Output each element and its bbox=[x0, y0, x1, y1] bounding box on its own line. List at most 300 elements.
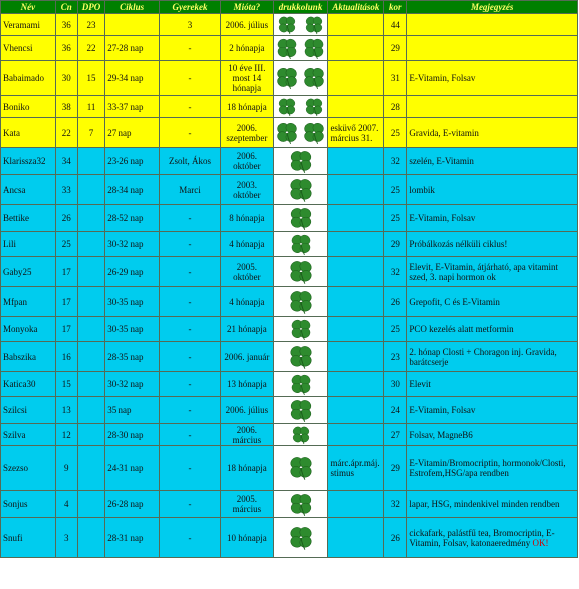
since-text: 2006. március bbox=[232, 424, 262, 445]
column-header: Megjegyzés bbox=[407, 1, 578, 14]
children bbox=[159, 446, 220, 491]
member-name-text: Szilcsi bbox=[3, 405, 27, 415]
member-name bbox=[1, 96, 56, 118]
clover-cell bbox=[273, 61, 328, 96]
age-text: 23 bbox=[390, 351, 400, 362]
four-leaf-clover-icon bbox=[281, 525, 321, 551]
children bbox=[159, 424, 220, 446]
notes-text: Elevit bbox=[409, 379, 431, 389]
age bbox=[384, 372, 407, 397]
children bbox=[159, 317, 220, 342]
dpo-value bbox=[77, 61, 104, 96]
cycle-number-text: 36 bbox=[61, 19, 71, 30]
age bbox=[384, 287, 407, 317]
children-text: - bbox=[188, 351, 192, 362]
cycle-length bbox=[105, 397, 160, 424]
member-name bbox=[1, 287, 56, 317]
column-header: Ciklus bbox=[105, 1, 160, 14]
notes bbox=[407, 96, 578, 118]
since bbox=[221, 118, 274, 148]
age bbox=[384, 14, 407, 36]
clover-cell bbox=[273, 372, 328, 397]
children-text: - bbox=[188, 463, 192, 473]
cycle-number-text: 13 bbox=[61, 405, 71, 415]
age-text: 27 bbox=[390, 429, 400, 440]
table-row bbox=[1, 118, 578, 148]
current-events-text: esküvő 2007. március 31. bbox=[330, 122, 379, 143]
current-events bbox=[328, 14, 384, 36]
notes bbox=[407, 518, 578, 558]
cycle-length bbox=[105, 342, 160, 372]
dpo-value bbox=[77, 257, 104, 287]
age bbox=[384, 96, 407, 118]
dpo-value bbox=[77, 205, 104, 232]
children bbox=[159, 287, 220, 317]
since bbox=[221, 175, 274, 205]
children-text: - bbox=[188, 43, 192, 53]
column-header: Aktualitások bbox=[328, 1, 384, 14]
children bbox=[159, 61, 220, 96]
dpo-value bbox=[77, 317, 104, 342]
since bbox=[221, 96, 274, 118]
since bbox=[221, 232, 274, 257]
age-text: 30 bbox=[390, 379, 400, 389]
notes-text: cickafark, palástfű tea, Bromocriptin, E-Vitamin, Folsav, katonaeredmény bbox=[409, 527, 555, 548]
cycle-length bbox=[105, 175, 160, 205]
dpo-value bbox=[77, 287, 104, 317]
since bbox=[221, 148, 274, 175]
four-leaf-clover-icon bbox=[281, 206, 321, 231]
cycle-number bbox=[55, 342, 77, 372]
children-text: - bbox=[188, 405, 192, 415]
children-text: - bbox=[188, 213, 192, 223]
since-text: 18 hónapja bbox=[226, 463, 267, 473]
cycle-length bbox=[105, 148, 160, 175]
since-text: 2003. október bbox=[233, 179, 261, 200]
cycle-number bbox=[55, 14, 77, 36]
current-events bbox=[328, 317, 384, 342]
cycle-number-text: 9 bbox=[64, 463, 69, 473]
age bbox=[384, 257, 407, 287]
age bbox=[384, 491, 407, 518]
member-name bbox=[1, 372, 56, 397]
four-leaf-clover-icon bbox=[302, 65, 326, 91]
since-text: 2005. október bbox=[233, 261, 261, 282]
dpo-value bbox=[77, 518, 104, 558]
children-text: - bbox=[188, 429, 192, 440]
notes bbox=[407, 491, 578, 518]
age-text: 44 bbox=[390, 19, 400, 30]
cycle-number bbox=[55, 61, 77, 96]
cycle-number bbox=[55, 148, 77, 175]
cycle-number bbox=[55, 175, 77, 205]
table-row bbox=[1, 232, 578, 257]
cycle-number-text: 22 bbox=[61, 127, 71, 138]
four-leaf-clover-icon bbox=[275, 15, 299, 35]
age bbox=[384, 317, 407, 342]
since-text: 4 hónapja bbox=[229, 239, 265, 249]
cycle-number bbox=[55, 317, 77, 342]
since bbox=[221, 372, 274, 397]
clover-cell bbox=[273, 96, 328, 118]
age-text: 32 bbox=[390, 156, 400, 166]
notes bbox=[407, 342, 578, 372]
cycle-number bbox=[55, 257, 77, 287]
cycle-number bbox=[55, 205, 77, 232]
member-name bbox=[1, 424, 56, 446]
current-events bbox=[328, 424, 384, 446]
cycle-length bbox=[105, 287, 160, 317]
member-name-text: Boniko bbox=[3, 101, 30, 112]
clover-cell bbox=[273, 491, 328, 518]
age-text: 26 bbox=[390, 296, 400, 307]
age bbox=[384, 175, 407, 205]
table-row bbox=[1, 518, 578, 558]
cycle-number-text: 15 bbox=[61, 379, 71, 389]
table-row bbox=[1, 175, 578, 205]
notes bbox=[407, 118, 578, 148]
current-events bbox=[328, 397, 384, 424]
table-row bbox=[1, 446, 578, 491]
cycle-length-text: 26-29 nap bbox=[107, 266, 144, 277]
cycle-number-text: 38 bbox=[61, 101, 71, 112]
table-row bbox=[1, 424, 578, 446]
member-name bbox=[1, 232, 56, 257]
clover-cell bbox=[273, 446, 328, 491]
table-row bbox=[1, 287, 578, 317]
notes-text: Gravida, E-vitamin bbox=[409, 127, 479, 138]
notes-text: E-Vitamin, Folsav bbox=[409, 73, 476, 83]
notes-text: lapar, HSG, mindenkivel minden rendben bbox=[409, 499, 560, 509]
member-name-text: Mfpan bbox=[3, 296, 27, 307]
dpo-value bbox=[77, 342, 104, 372]
current-events bbox=[328, 232, 384, 257]
current-events bbox=[328, 491, 384, 518]
age-text: 25 bbox=[390, 184, 400, 195]
table-row bbox=[1, 491, 578, 518]
four-leaf-clover-icon bbox=[275, 37, 299, 60]
member-name-text: Bettike bbox=[3, 213, 29, 223]
age-text: 31 bbox=[390, 73, 400, 83]
current-events bbox=[328, 446, 384, 491]
cycle-number bbox=[55, 96, 77, 118]
table-row bbox=[1, 317, 578, 342]
dpo-value-text: 23 bbox=[86, 19, 96, 30]
cycle-length-text: 28-31 nap bbox=[107, 532, 144, 543]
age-text: 25 bbox=[390, 324, 400, 334]
four-leaf-clover-icon bbox=[281, 425, 321, 445]
table-row bbox=[1, 342, 578, 372]
notes-text: E-Vitamin, Folsav bbox=[409, 405, 476, 415]
notes-text: 2. hónap Closti + Choragon inj. Gravida, barátcserje bbox=[409, 346, 557, 367]
notes-text: Grepofit, C és E-Vitamin bbox=[409, 296, 500, 307]
cycle-length bbox=[105, 257, 160, 287]
current-events bbox=[328, 36, 384, 61]
member-name-text: Klarissza32 bbox=[3, 156, 46, 166]
children bbox=[159, 342, 220, 372]
four-leaf-clover-icon bbox=[281, 492, 321, 517]
dpo-value bbox=[77, 446, 104, 491]
since-text: 2006. szeptember bbox=[226, 122, 268, 143]
member-name bbox=[1, 175, 56, 205]
notes bbox=[407, 257, 578, 287]
table-row bbox=[1, 148, 578, 175]
table-body bbox=[1, 14, 578, 558]
four-leaf-clover-icon bbox=[281, 344, 321, 370]
notes-text: E-Vitamin, Folsav bbox=[409, 213, 476, 223]
table-row bbox=[1, 96, 578, 118]
cycle-length-text: 28-30 nap bbox=[107, 429, 144, 440]
since bbox=[221, 14, 274, 36]
cycle-number bbox=[55, 287, 77, 317]
cycle-length-text: 35 nap bbox=[107, 405, 132, 415]
cycle-length bbox=[105, 96, 160, 118]
cycle-length bbox=[105, 372, 160, 397]
age-text: 29 bbox=[390, 463, 400, 473]
age-text: 28 bbox=[390, 101, 400, 112]
four-leaf-clover-icon bbox=[281, 455, 321, 481]
table-row bbox=[1, 257, 578, 287]
cycle-number-text: 26 bbox=[61, 213, 71, 223]
children bbox=[159, 518, 220, 558]
dpo-value bbox=[77, 372, 104, 397]
four-leaf-clover-icon bbox=[302, 37, 326, 60]
dpo-value-text: 11 bbox=[86, 101, 96, 112]
four-leaf-clover-icon bbox=[281, 289, 321, 315]
children bbox=[159, 205, 220, 232]
since-text: 2006. január bbox=[224, 351, 270, 362]
current-events bbox=[328, 257, 384, 287]
clover-cell bbox=[273, 36, 328, 61]
cycle-length bbox=[105, 118, 160, 148]
header-row bbox=[1, 1, 578, 14]
children bbox=[159, 118, 220, 148]
member-name bbox=[1, 14, 56, 36]
children-text: - bbox=[188, 127, 192, 138]
dpo-value-text: 7 bbox=[88, 127, 94, 138]
member-name bbox=[1, 61, 56, 96]
cycle-number bbox=[55, 518, 77, 558]
children-text: 3 bbox=[187, 19, 193, 30]
children-text: - bbox=[188, 296, 192, 307]
age bbox=[384, 61, 407, 96]
since bbox=[221, 342, 274, 372]
cycle-length-text: 28-34 nap bbox=[107, 184, 144, 195]
age bbox=[384, 397, 407, 424]
table-row bbox=[1, 36, 578, 61]
member-name bbox=[1, 317, 56, 342]
table-row bbox=[1, 61, 578, 96]
cycle-length bbox=[105, 232, 160, 257]
clover-cell bbox=[273, 518, 328, 558]
member-name bbox=[1, 36, 56, 61]
member-name bbox=[1, 397, 56, 424]
since bbox=[221, 61, 274, 96]
clover-cell bbox=[273, 14, 328, 36]
four-leaf-clover-icon bbox=[302, 120, 326, 146]
four-leaf-clover-icon bbox=[275, 65, 299, 91]
children bbox=[159, 397, 220, 424]
member-name bbox=[1, 342, 56, 372]
notes-text: Folsav, MagneB6 bbox=[409, 429, 473, 440]
since-text: 18 hónapja bbox=[226, 101, 267, 112]
age-text: 25 bbox=[390, 213, 400, 223]
member-name bbox=[1, 148, 56, 175]
notes bbox=[407, 205, 578, 232]
member-name-text: Szilva bbox=[3, 429, 26, 440]
children bbox=[159, 148, 220, 175]
since-text: 10 hónapja bbox=[226, 532, 267, 543]
four-leaf-clover-icon bbox=[275, 97, 299, 117]
member-name bbox=[1, 518, 56, 558]
children bbox=[159, 372, 220, 397]
cycle-length bbox=[105, 518, 160, 558]
member-name-text: Veramami bbox=[3, 19, 40, 30]
cycle-number-text: 30 bbox=[61, 73, 71, 83]
age-text: 29 bbox=[390, 43, 400, 53]
current-events bbox=[328, 175, 384, 205]
children bbox=[159, 232, 220, 257]
age bbox=[384, 36, 407, 61]
column-header: Gyerekek bbox=[159, 1, 220, 14]
current-events bbox=[328, 518, 384, 558]
age bbox=[384, 118, 407, 148]
notes bbox=[407, 424, 578, 446]
children-text: - bbox=[188, 101, 192, 112]
since bbox=[221, 397, 274, 424]
cycle-number-text: 17 bbox=[61, 324, 71, 334]
since-text: 2006. október bbox=[233, 151, 261, 171]
member-name-text: Snufi bbox=[3, 532, 23, 543]
children bbox=[159, 36, 220, 61]
member-name bbox=[1, 118, 56, 148]
notes-text: szelén, E-Vitamin bbox=[409, 156, 474, 166]
cycle-number bbox=[55, 491, 77, 518]
notes bbox=[407, 36, 578, 61]
age-text: 24 bbox=[390, 405, 400, 415]
notes-text: lombik bbox=[409, 184, 435, 195]
cycle-length bbox=[105, 424, 160, 446]
cycle-length-text: 24-31 nap bbox=[107, 463, 144, 473]
since-text: 2006. július bbox=[225, 19, 269, 30]
member-name bbox=[1, 205, 56, 232]
clover-cell bbox=[273, 148, 328, 175]
children-text: Marci bbox=[179, 184, 201, 195]
notes bbox=[407, 446, 578, 491]
clover-cell bbox=[273, 397, 328, 424]
children-text: - bbox=[188, 73, 192, 83]
children-text: - bbox=[188, 239, 192, 249]
notes bbox=[407, 232, 578, 257]
children-text: - bbox=[188, 266, 192, 277]
cycle-number-text: 3 bbox=[64, 532, 69, 543]
member-name-text: Monyoka bbox=[3, 324, 38, 334]
column-header: DPO bbox=[77, 1, 104, 14]
clover-cell bbox=[273, 342, 328, 372]
children-text: - bbox=[188, 532, 192, 543]
column-header: Cn bbox=[55, 1, 77, 14]
children bbox=[159, 257, 220, 287]
since bbox=[221, 518, 274, 558]
cycle-length-text: 27 nap bbox=[107, 127, 132, 138]
notes bbox=[407, 14, 578, 36]
notes bbox=[407, 148, 578, 175]
table-row bbox=[1, 14, 578, 36]
children bbox=[159, 96, 220, 118]
children-text: - bbox=[188, 379, 192, 389]
current-events-text: márc.ápr.máj. stimus bbox=[330, 458, 380, 478]
age-text: 26 bbox=[390, 532, 400, 543]
cycle-number-text: 17 bbox=[61, 266, 71, 277]
since-text: 4 hónapja bbox=[229, 296, 265, 307]
member-name-text: Kata bbox=[3, 127, 20, 138]
four-leaf-clover-icon bbox=[281, 149, 321, 174]
cycle-length bbox=[105, 491, 160, 518]
cycle-length bbox=[105, 205, 160, 232]
children bbox=[159, 175, 220, 205]
age bbox=[384, 232, 407, 257]
member-name bbox=[1, 446, 56, 491]
member-name bbox=[1, 257, 56, 287]
since bbox=[221, 36, 274, 61]
clover-cell bbox=[273, 424, 328, 446]
notes-text: E-Vitamin/Bromocriptin, hormonok/Closti, Estrofem,HSG/apa rendben bbox=[409, 458, 566, 478]
cycle-length-text: 30-32 nap bbox=[107, 239, 144, 249]
dpo-value bbox=[77, 14, 104, 36]
since bbox=[221, 205, 274, 232]
cycle-length-text: 33-37 nap bbox=[107, 101, 144, 112]
current-events bbox=[328, 287, 384, 317]
since-text: 2006. július bbox=[225, 405, 269, 415]
clover-cell bbox=[273, 317, 328, 342]
notes-text: Próbálkozás nélküli ciklus! bbox=[409, 239, 508, 249]
table-row bbox=[1, 372, 578, 397]
age-text: 25 bbox=[390, 127, 400, 138]
cycle-number-text: 34 bbox=[61, 156, 71, 166]
since bbox=[221, 491, 274, 518]
cycle-number-text: 12 bbox=[61, 429, 71, 440]
dpo-value bbox=[77, 232, 104, 257]
clover-cell bbox=[273, 118, 328, 148]
cycle-number bbox=[55, 36, 77, 61]
children bbox=[159, 14, 220, 36]
notes bbox=[407, 317, 578, 342]
current-events bbox=[328, 96, 384, 118]
four-leaf-clover-icon bbox=[302, 97, 326, 117]
column-header: Mióta? bbox=[221, 1, 274, 14]
notes bbox=[407, 61, 578, 96]
cycle-length bbox=[105, 61, 160, 96]
dpo-value-text: 15 bbox=[86, 73, 96, 83]
member-name-text: Sonjus bbox=[3, 499, 28, 509]
cycle-number-text: 25 bbox=[61, 239, 71, 249]
age bbox=[384, 205, 407, 232]
since bbox=[221, 287, 274, 317]
cycle-number-text: 17 bbox=[61, 296, 71, 307]
cycle-number-text: 4 bbox=[64, 499, 69, 509]
age bbox=[384, 148, 407, 175]
since bbox=[221, 317, 274, 342]
four-leaf-clover-icon bbox=[281, 373, 321, 396]
age bbox=[384, 342, 407, 372]
table-row bbox=[1, 205, 578, 232]
since-text: 21 hónapja bbox=[226, 324, 267, 334]
since-text: 2 hónapja bbox=[229, 43, 265, 53]
column-header: Név bbox=[1, 1, 56, 14]
children-text: - bbox=[188, 324, 192, 334]
since-text: 13 hónapja bbox=[226, 379, 267, 389]
cycle-number-text: 36 bbox=[61, 43, 71, 53]
